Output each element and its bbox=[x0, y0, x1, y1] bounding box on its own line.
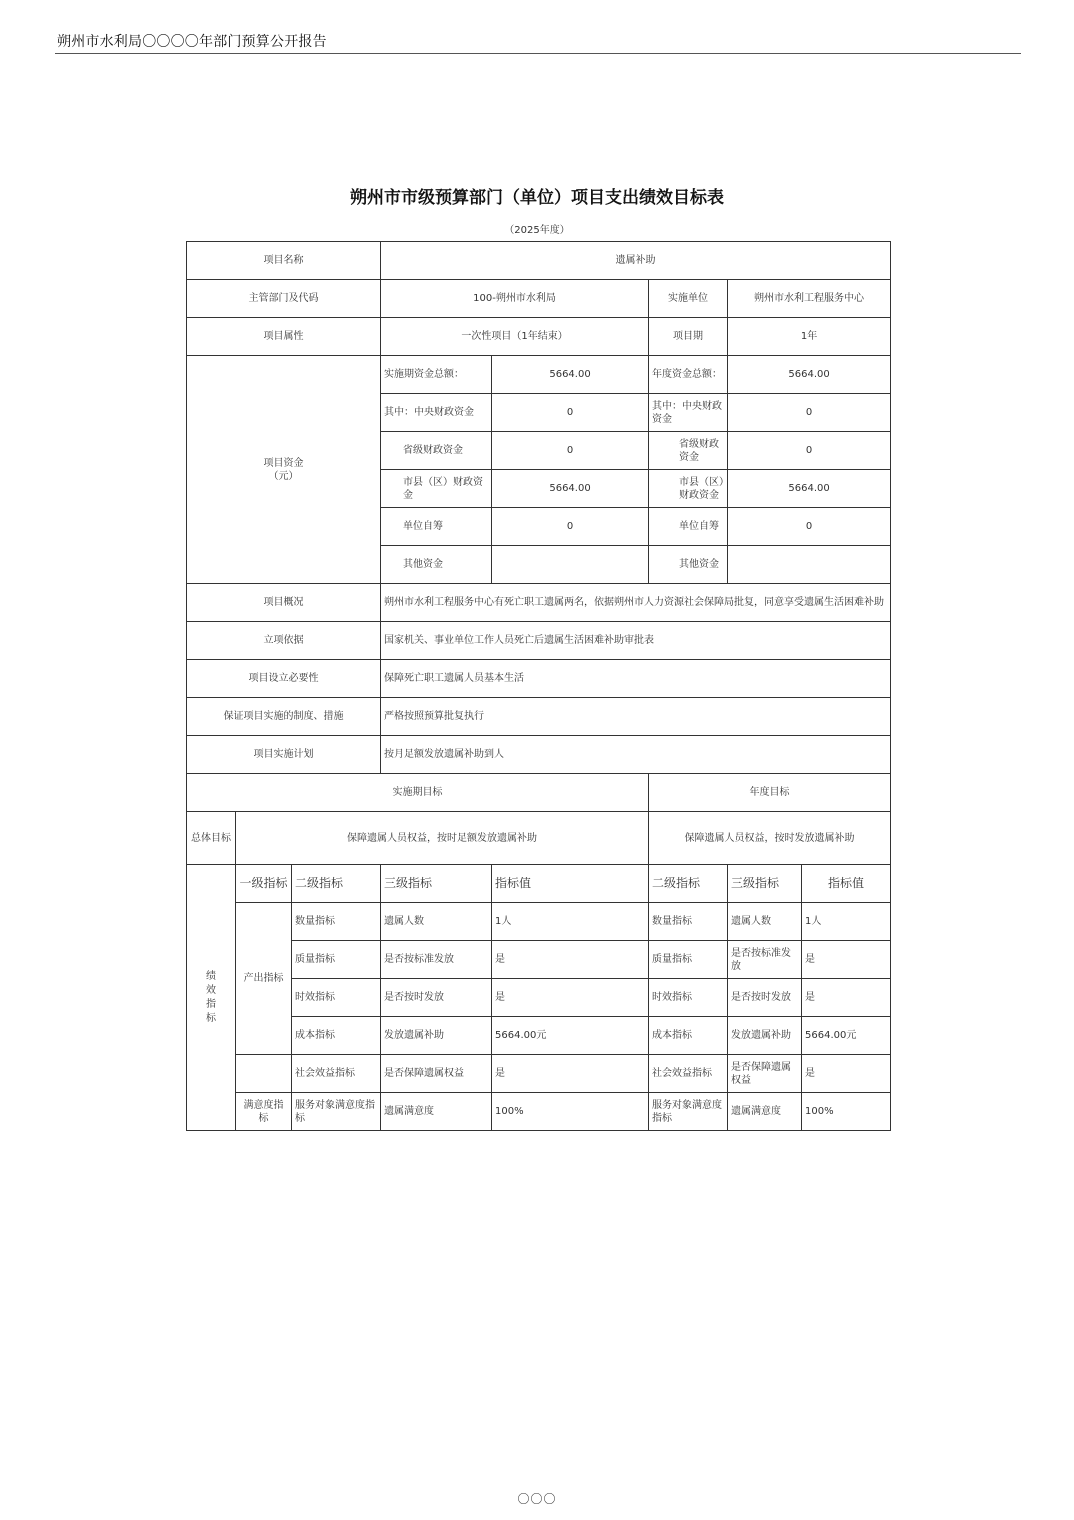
indicator-level3: 发放遗属补助 bbox=[381, 1017, 492, 1055]
impl-unit-value: 朔州市水利工程服务中心 bbox=[728, 280, 891, 318]
basis-value: 国家机关、事业单位工作人员死亡后遗属生活困难补助审批表 bbox=[381, 622, 891, 660]
department-value: 100-朔州市水利局 bbox=[381, 280, 649, 318]
table-row-goal-headers bbox=[187, 774, 891, 812]
other-funds-impl bbox=[492, 546, 649, 584]
table-row-attribute bbox=[187, 318, 891, 356]
table-row-overview bbox=[187, 584, 891, 622]
satisfaction-level2-annual: 服务对象满意度指标 bbox=[649, 1093, 728, 1131]
indicator-level3-annual: 发放遗属补助 bbox=[728, 1017, 802, 1055]
indicator-level3: 遗属人数 bbox=[381, 903, 492, 941]
project-funds-label bbox=[187, 356, 381, 584]
satisfaction-level1: 满意度指标 bbox=[236, 1093, 292, 1131]
page-number: 〇〇〇 bbox=[517, 1492, 557, 1506]
table-row-satisfaction-indicator bbox=[187, 1093, 891, 1131]
indicator-level3-annual: 是否按标准发放 bbox=[728, 941, 802, 979]
satisfaction-value: 100% bbox=[492, 1093, 649, 1131]
social-level2-annual: 社会效益指标 bbox=[649, 1055, 728, 1093]
project-period-value: 1年 bbox=[728, 318, 891, 356]
table-row-basis bbox=[187, 622, 891, 660]
impl-total-label: 实施期资金总额： bbox=[381, 356, 492, 394]
header-value-annual: 指标值 bbox=[802, 865, 891, 903]
satisfaction-level2: 服务对象满意度指标 bbox=[292, 1093, 381, 1131]
indicator-value: 是 bbox=[492, 979, 649, 1017]
table-row-social-indicator bbox=[187, 1055, 891, 1093]
department-label: 主管部门及代码 bbox=[187, 280, 381, 318]
table-row-plan bbox=[187, 736, 891, 774]
provincial-funds-impl: 0 bbox=[492, 432, 649, 470]
satisfaction-level3: 遗属满意度 bbox=[381, 1093, 492, 1131]
table-row-indicator bbox=[187, 903, 891, 941]
county-funds-annual: 5664.00 bbox=[728, 470, 891, 508]
central-funds-impl: 0 bbox=[492, 394, 649, 432]
header-level3: 三级指标 bbox=[381, 865, 492, 903]
project-funds-unit: （元） bbox=[268, 470, 299, 482]
social-value-annual: 是 bbox=[802, 1055, 891, 1093]
indicator-level2: 成本指标 bbox=[292, 1017, 381, 1055]
document-title: 朔州市市级预算部门（单位）项目支出绩效目标表 bbox=[350, 188, 724, 208]
satisfaction-level3-annual: 遗属满意度 bbox=[728, 1093, 802, 1131]
annual-goal-header: 年度目标 bbox=[649, 774, 891, 812]
overview-value: 朔州市水利工程服务中心有死亡职工遗属两名，依据朔州市人力资源社会保障局批复，同意享受遗属生活困难补助 bbox=[381, 584, 891, 622]
social-level3-annual: 是否保障遗属权益 bbox=[728, 1055, 802, 1093]
county-funds-annual-label: 市县（区）财政资金 bbox=[649, 470, 728, 508]
overall-annual-goal: 保障遗属人员权益，按时发放遗属补助 bbox=[649, 812, 891, 865]
indicator-level3-annual: 是否按时发放 bbox=[728, 979, 802, 1017]
table-row-indicator bbox=[187, 941, 891, 979]
other-funds-annual-label: 其他资金 bbox=[649, 546, 728, 584]
central-funds-annual-label: 其中：中央财政资金 bbox=[649, 394, 728, 432]
header-level2: 二级指标 bbox=[292, 865, 381, 903]
central-funds-label: 其中：中央财政资金 bbox=[381, 394, 492, 432]
social-value: 是 bbox=[492, 1055, 649, 1093]
indicator-level2-annual: 数量指标 bbox=[649, 903, 728, 941]
performance-goal-table bbox=[186, 241, 891, 1131]
satisfaction-value-annual: 100% bbox=[802, 1093, 891, 1131]
indicator-level2-annual: 质量指标 bbox=[649, 941, 728, 979]
header-level2-annual: 二级指标 bbox=[649, 865, 728, 903]
self-funds-annual-label: 单位自筹 bbox=[649, 508, 728, 546]
table-row-overall-goal bbox=[187, 812, 891, 865]
table-row-indicator bbox=[187, 979, 891, 1017]
project-attribute-label: 项目属性 bbox=[187, 318, 381, 356]
impl-goal-header: 实施期目标 bbox=[187, 774, 649, 812]
indicator-level3: 是否按时发放 bbox=[381, 979, 492, 1017]
indicator-value-annual: 1人 bbox=[802, 903, 891, 941]
indicator-level3: 是否按标准发放 bbox=[381, 941, 492, 979]
indicator-value-annual: 是 bbox=[802, 941, 891, 979]
basis-label: 立项依据 bbox=[187, 622, 381, 660]
social-level2: 社会效益指标 bbox=[292, 1055, 381, 1093]
impl-unit-label: 实施单位 bbox=[649, 280, 728, 318]
table-row-indicator-headers bbox=[187, 865, 891, 903]
table-row-measures bbox=[187, 698, 891, 736]
header-divider bbox=[55, 53, 1021, 54]
overview-label: 项目概况 bbox=[187, 584, 381, 622]
overall-goal-label: 总体目标 bbox=[187, 812, 236, 865]
social-level1 bbox=[236, 1055, 292, 1093]
annual-total-value: 5664.00 bbox=[728, 356, 891, 394]
indicator-value: 1人 bbox=[492, 903, 649, 941]
indicator-value: 5664.00元 bbox=[492, 1017, 649, 1055]
table-row-indicator bbox=[187, 1017, 891, 1055]
project-name-value: 遗属补助 bbox=[381, 242, 891, 280]
header-level3-annual: 三级指标 bbox=[728, 865, 802, 903]
provincial-funds-annual: 0 bbox=[728, 432, 891, 470]
document-year: （2025年度） bbox=[504, 225, 570, 236]
header-level1: 一级指标 bbox=[236, 865, 292, 903]
indicator-level2-annual: 时效指标 bbox=[649, 979, 728, 1017]
indicator-level2: 时效指标 bbox=[292, 979, 381, 1017]
indicator-level2: 质量指标 bbox=[292, 941, 381, 979]
table-row-funds-total bbox=[187, 356, 891, 394]
necessity-label: 项目设立必要性 bbox=[187, 660, 381, 698]
performance-indicators-label bbox=[187, 865, 236, 1131]
header-value: 指标值 bbox=[492, 865, 649, 903]
table-row-department bbox=[187, 280, 891, 318]
measures-label: 保证项目实施的制度、措施 bbox=[187, 698, 381, 736]
provincial-funds-label: 省级财政资金 bbox=[381, 432, 492, 470]
other-funds-annual bbox=[728, 546, 891, 584]
project-funds-title: 项目资金 bbox=[263, 457, 304, 469]
performance-indicators-text: 绩 效 指 标 bbox=[206, 970, 216, 1024]
self-funds-annual: 0 bbox=[728, 508, 891, 546]
county-funds-label: 市县（区）财政资金 bbox=[381, 470, 492, 508]
table-row-necessity bbox=[187, 660, 891, 698]
self-funds-label: 单位自筹 bbox=[381, 508, 492, 546]
provincial-funds-annual-label: 省级财政资金 bbox=[649, 432, 728, 470]
output-indicators-label: 产出指标 bbox=[236, 903, 292, 1055]
annual-total-label: 年度资金总额： bbox=[649, 356, 728, 394]
central-funds-annual: 0 bbox=[728, 394, 891, 432]
plan-label: 项目实施计划 bbox=[187, 736, 381, 774]
project-attribute-value: 一次性项目（1年结束） bbox=[381, 318, 649, 356]
indicator-value-annual: 5664.00元 bbox=[802, 1017, 891, 1055]
table-row-project-name bbox=[187, 242, 891, 280]
running-header-title: 朔州市水利局〇〇〇〇年部门预算公开报告 bbox=[57, 34, 327, 50]
project-name-label: 项目名称 bbox=[187, 242, 381, 280]
project-period-label: 项目期 bbox=[649, 318, 728, 356]
other-funds-label: 其他资金 bbox=[381, 546, 492, 584]
measures-value: 严格按照预算批复执行 bbox=[381, 698, 891, 736]
necessity-value: 保障死亡职工遗属人员基本生活 bbox=[381, 660, 891, 698]
self-funds-impl: 0 bbox=[492, 508, 649, 546]
plan-value: 按月足额发放遗属补助到人 bbox=[381, 736, 891, 774]
indicator-level3-annual: 遗属人数 bbox=[728, 903, 802, 941]
social-level3: 是否保障遗属权益 bbox=[381, 1055, 492, 1093]
indicator-level2-annual: 成本指标 bbox=[649, 1017, 728, 1055]
overall-impl-goal: 保障遗属人员权益，按时足额发放遗属补助 bbox=[236, 812, 649, 865]
indicator-value: 是 bbox=[492, 941, 649, 979]
indicator-level2: 数量指标 bbox=[292, 903, 381, 941]
impl-total-value: 5664.00 bbox=[492, 356, 649, 394]
county-funds-impl: 5664.00 bbox=[492, 470, 649, 508]
indicator-value-annual: 是 bbox=[802, 979, 891, 1017]
